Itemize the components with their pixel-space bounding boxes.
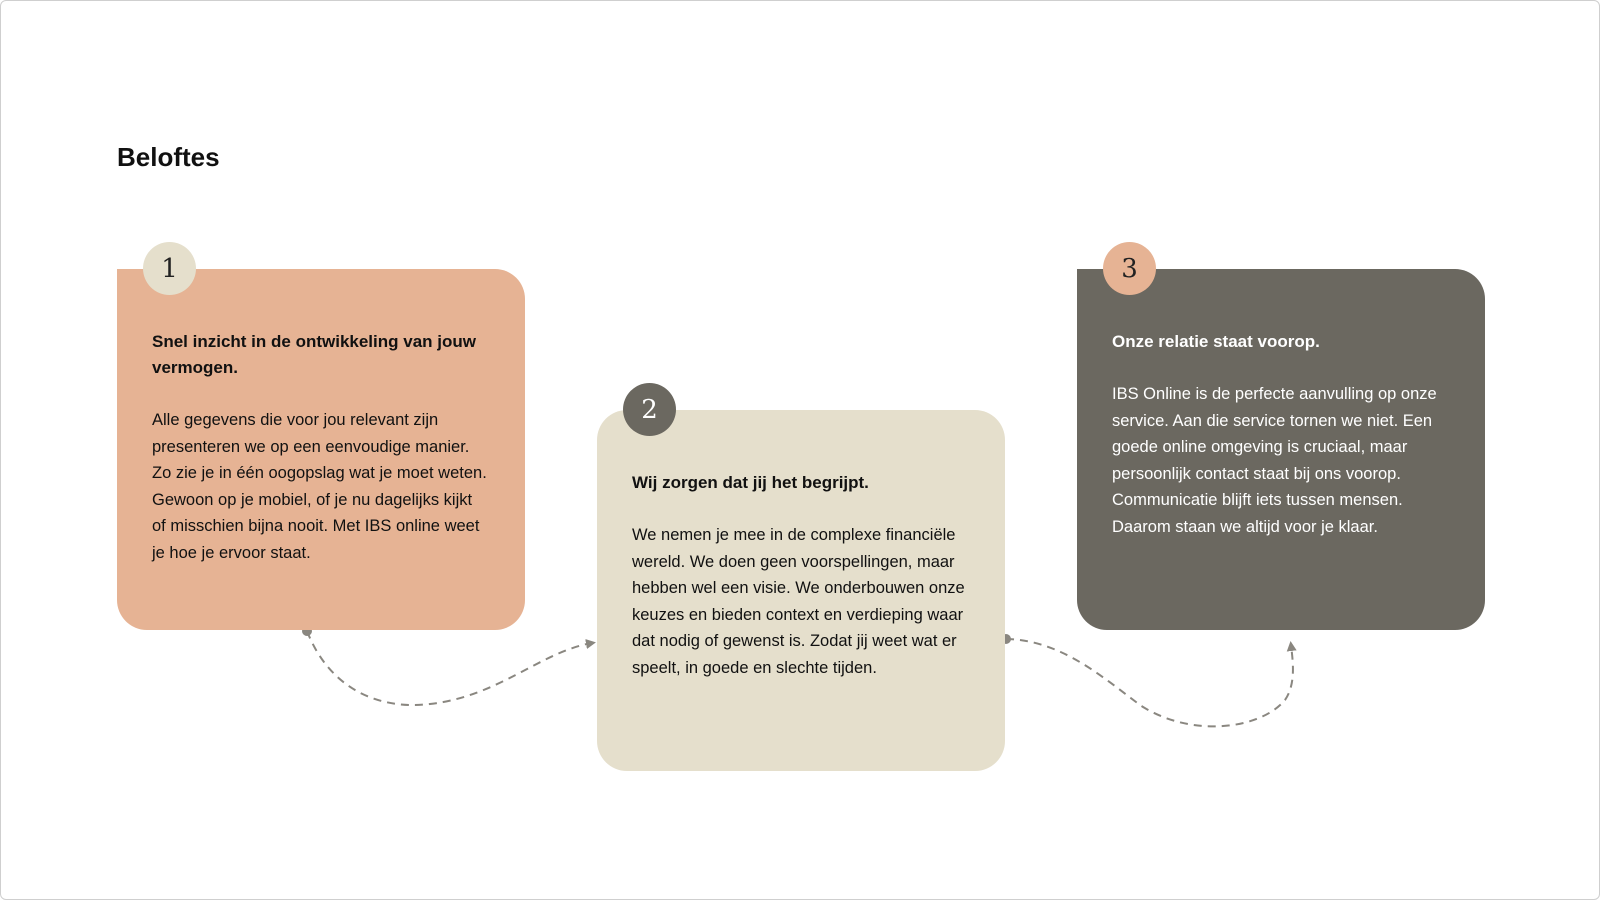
connector-dashed-path [307,631,592,705]
card-body: Alle gegevens die voor jou relevant zijn presenteren we op een eenvoudige manier. Zo zie je in één oogopslag wat je moet weten. Gewoon op je mobiel, of je nu dagelijks kijkt of misschien bijna nooit. Met IBS online weet je hoe je ervoor staat. [152,411,487,562]
step-number-badge: 1 [143,242,196,295]
promise-card-3 [1077,253,1485,630]
card-body: We nemen je mee in de complexe financiële wereld. We doen geen voorspellingen, maar hebben wel een visie. We onderbouwen onze keuzes en bieden context en verdieping waar dat nodig of gewenst is. Zodat jij weet wat er speelt, in goede en slechte tijden. [632,526,965,677]
arrow-1-to-2 [302,626,592,705]
card-body: IBS Online is de perfecte aanvulling op onze service. Aan die service tornen we niet. Een goede online omgeving is cruciaal, maar persoonlijk contact staat bij ons voorop. Communicatie blijft iets tussen mensen. Daarom staan we altijd voor je klaar. [1112,385,1437,536]
card-heading: Snel inzicht in de ontwikkeling van jouw vermogen. [152,332,476,377]
promise-card-2 [597,394,1005,771]
connector-dashed-path [1006,639,1293,726]
step-number-badge: 3 [1103,242,1156,295]
step-number-badge: 2 [623,383,676,436]
page-title: Beloftes [117,142,220,172]
card-heading: Wij zorgen dat jij het begrijpt. [632,473,869,492]
arrow-2-to-3 [1001,634,1293,726]
card-heading: Onze relatie staat voorop. [1112,332,1320,351]
promise-card-1 [117,253,525,630]
